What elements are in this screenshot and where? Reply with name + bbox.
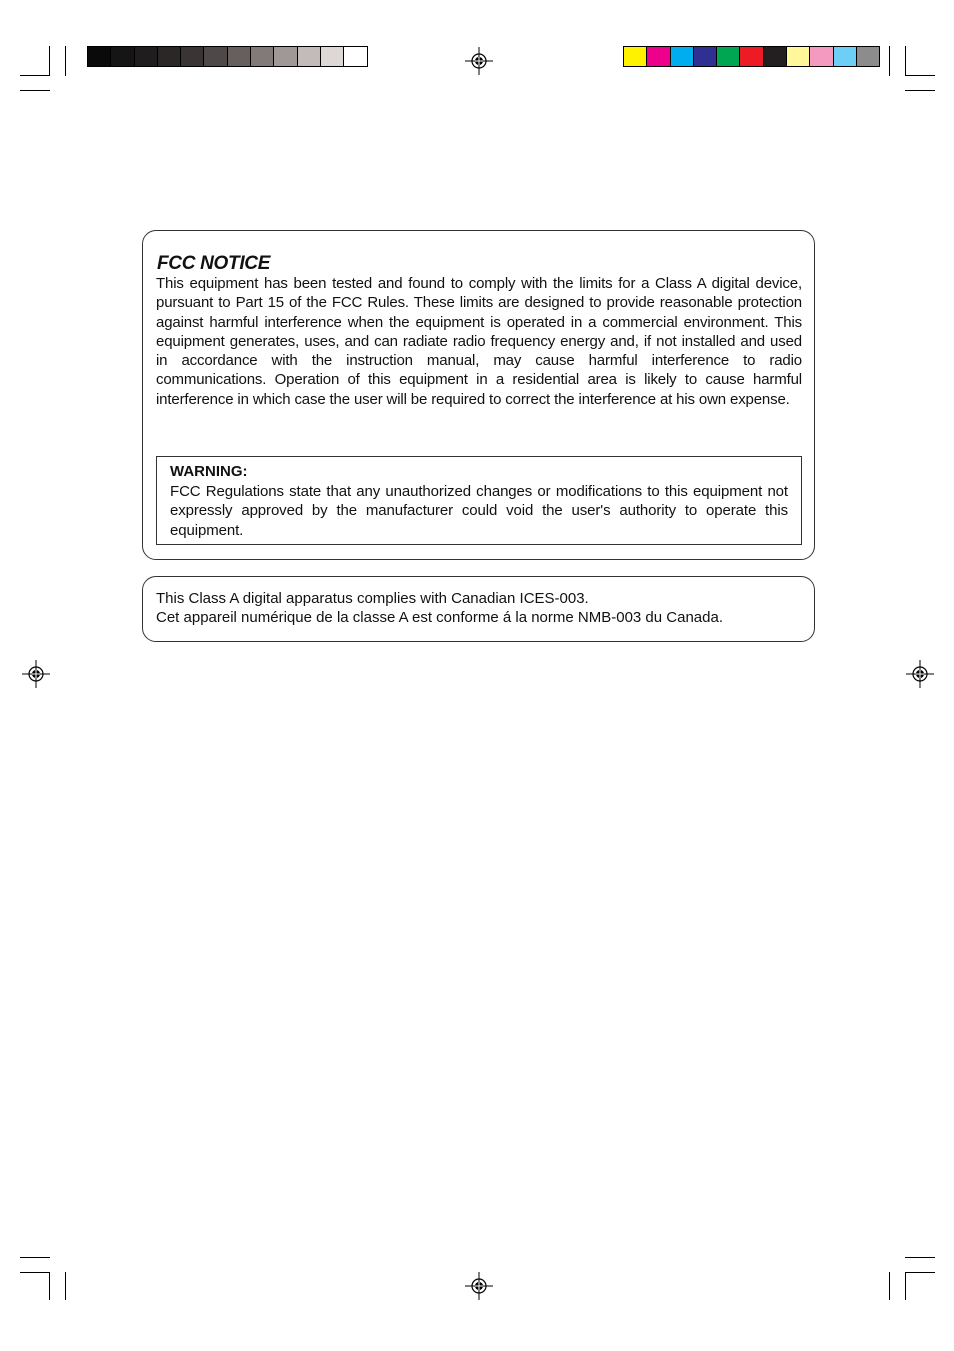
color-swatch — [764, 47, 787, 66]
color-swatch — [740, 47, 763, 66]
color-swatch — [671, 47, 694, 66]
fcc-notice-box — [142, 230, 815, 560]
gray-swatch — [158, 47, 181, 66]
gray-swatch — [88, 47, 111, 66]
gray-swatch — [228, 47, 251, 66]
color-swatch — [624, 47, 647, 66]
canada-notice-english: This Class A digital apparatus complies with Canadian ICES-003. — [156, 590, 589, 607]
color-swatch — [694, 47, 717, 66]
registration-mark-icon — [465, 47, 493, 75]
gray-swatch — [181, 47, 204, 66]
gray-swatch — [298, 47, 321, 66]
color-swatch — [834, 47, 857, 66]
warning-box — [156, 456, 802, 545]
color-swatch — [857, 47, 879, 66]
registration-mark-icon — [22, 660, 50, 688]
warning-title: WARNING: — [170, 463, 248, 480]
color-swatch — [810, 47, 833, 66]
gray-swatch — [135, 47, 158, 66]
gray-swatch — [204, 47, 227, 66]
registration-mark-icon — [465, 1272, 493, 1300]
gray-calibration-strip — [87, 46, 368, 67]
color-swatch — [717, 47, 740, 66]
warning-body: FCC Regulations state that any unauthorized changes or modifications to this equipment not expressly approved by the manufacturer could void the user's authority to operate this equipment. — [170, 483, 788, 539]
gray-swatch — [251, 47, 274, 66]
gray-swatch — [344, 47, 366, 66]
color-calibration-strip — [623, 46, 880, 67]
gray-swatch — [274, 47, 297, 66]
registration-mark-icon — [906, 660, 934, 688]
canada-notice-box — [142, 576, 815, 642]
canada-notice-french: Cet appareil numérique de la classe A est conforme á la norme NMB-003 du Canada. — [156, 609, 723, 626]
gray-swatch — [321, 47, 344, 66]
fcc-notice-body: This equipment has been tested and found to comply with the limits for a Class A digital device, pursuant to Part 15 of the FCC Rules. These limits are designed to provide reasonable protection against harmful interference when the equipment is operated in a commercial environment. This equipment generates, uses, and can radiate radio frequency energy and, if not installed and used in accordance with the instruction manual, may cause harmful interference to radio communications. Operation of this equipment in a residential area is likely to cause harmful interference in which case the user will be required to correct the interference at his own expense. — [156, 275, 802, 408]
fcc-notice-title: FCC NOTICE — [157, 253, 271, 274]
color-swatch — [787, 47, 810, 66]
gray-swatch — [111, 47, 134, 66]
color-swatch — [647, 47, 670, 66]
